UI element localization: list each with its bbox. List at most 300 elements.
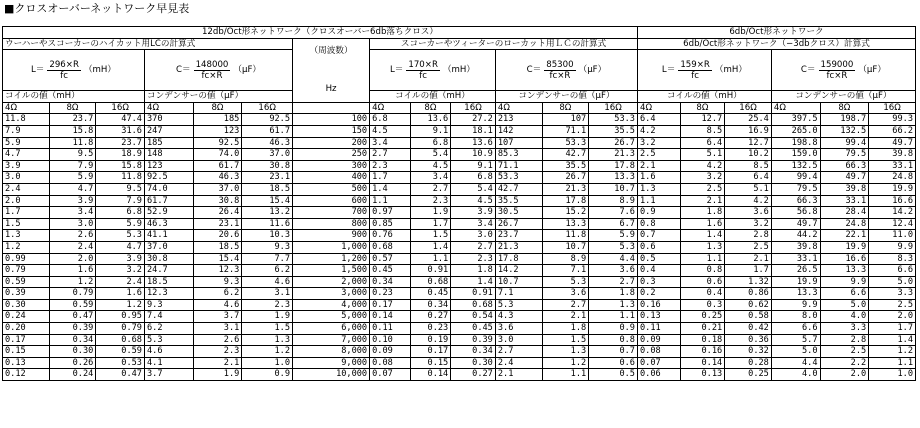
value-cell: 0.24 [49, 369, 96, 381]
value-cell: 6.2 [242, 265, 293, 277]
value-cell: 12.7 [725, 137, 772, 149]
value-cell: 159.0 [771, 149, 820, 161]
value-cell: 18.5 [144, 276, 193, 288]
value-cell: 0.3 [637, 276, 680, 288]
value-cell: 9.3 [242, 241, 293, 253]
value-cell: 0.9 [242, 369, 293, 381]
table-row [3, 311, 916, 323]
value-cell: 30.5 [495, 207, 542, 219]
value-cell: 0.36 [725, 334, 772, 346]
value-cell: 4.7 [49, 183, 96, 195]
value-cell: 19.9 [869, 183, 916, 195]
value-cell: 3.7 [144, 369, 193, 381]
value-cell: 9.9 [820, 276, 869, 288]
value-cell: 2.7 [495, 346, 542, 358]
value-cell: 1.32 [725, 276, 772, 288]
value-cell: 0.99 [3, 253, 50, 265]
value-cell: 2.7 [410, 183, 451, 195]
value-cell: 132.5 [771, 160, 820, 172]
value-cell: 2.1 [725, 253, 772, 265]
value-cell: 0.08 [637, 346, 680, 358]
value-cell: 53.3 [589, 114, 638, 126]
value-cell: 0.17 [410, 346, 451, 358]
value-cell: 2.7 [370, 149, 411, 161]
frequency-cell: 10,000 [293, 369, 370, 381]
value-cell: 0.7 [637, 230, 680, 242]
value-cell: 132.5 [820, 125, 869, 137]
value-cell: 2.1 [193, 357, 242, 369]
formula-lhs: C＝ [800, 64, 816, 75]
value-cell: 10.7 [495, 276, 542, 288]
table-row [3, 160, 916, 172]
value-cell: 0.17 [370, 299, 411, 311]
value-cell: 18.5 [242, 183, 293, 195]
header-coil-value: コイルの値（mH） [3, 91, 145, 103]
value-cell: 0.18 [680, 334, 725, 346]
value-cell: 1.9 [242, 311, 293, 323]
value-cell: 2.1 [495, 369, 542, 381]
value-cell: 0.68 [370, 241, 411, 253]
value-cell: 2.5 [820, 346, 869, 358]
value-cell: 0.34 [451, 346, 496, 358]
value-cell: 2.6 [49, 230, 96, 242]
value-cell: 0.58 [725, 311, 772, 323]
value-cell: 5.3 [542, 276, 589, 288]
value-cell: 0.08 [370, 357, 411, 369]
formula-coil-lowcut [370, 50, 496, 91]
frequency-cell: 300 [293, 160, 370, 172]
frequency-cell: 1,000 [293, 241, 370, 253]
value-cell: 4.3 [495, 311, 542, 323]
value-cell: 12.3 [144, 288, 193, 300]
value-cell: 0.5 [637, 253, 680, 265]
value-cell: 1.5 [242, 323, 293, 335]
value-cell: 4.1 [144, 357, 193, 369]
value-cell: 2.7 [451, 241, 496, 253]
value-cell: 61.7 [242, 125, 293, 137]
value-cell: 0.57 [370, 253, 411, 265]
value-cell: 1.5 [3, 218, 50, 230]
ohm-8: 8Ω [542, 102, 589, 114]
value-cell: 5.9 [3, 137, 50, 149]
formula-coil-6db [637, 50, 771, 91]
value-cell: 4.2 [637, 125, 680, 137]
value-cell: 1.4 [680, 230, 725, 242]
frequency-cell: 500 [293, 183, 370, 195]
header-coil-value: コイルの値（mH） [370, 91, 496, 103]
value-cell: 1.6 [96, 288, 145, 300]
value-cell: 0.39 [3, 288, 50, 300]
header-frequency [293, 38, 370, 102]
formula-unit: （mH） [442, 64, 475, 75]
value-cell: 7.4 [144, 311, 193, 323]
value-cell: 0.91 [451, 288, 496, 300]
value-cell: 1.2 [49, 276, 96, 288]
formula-unit: （μF） [858, 64, 886, 75]
value-cell: 49.7 [820, 172, 869, 184]
value-cell: 198.7 [820, 114, 869, 126]
value-cell: 0.20 [3, 323, 50, 335]
frequency-cell: 100 [293, 114, 370, 126]
value-cell: 0.9 [637, 207, 680, 219]
value-cell: 35.5 [589, 125, 638, 137]
ohm-16: 16Ω [589, 102, 638, 114]
value-cell: 2.7 [542, 299, 589, 311]
value-cell: 18.5 [193, 241, 242, 253]
value-cell: 2.2 [820, 357, 869, 369]
value-cell: 13.6 [410, 114, 451, 126]
ohm-4: 4Ω [3, 102, 50, 114]
formula-coil-hicut [3, 50, 145, 91]
value-cell: 4.5 [370, 125, 411, 137]
value-cell: 0.21 [680, 323, 725, 335]
value-cell: 13.2 [242, 207, 293, 219]
value-cell: 39.8 [820, 183, 869, 195]
value-cell: 0.59 [3, 276, 50, 288]
value-cell: 61.7 [144, 195, 193, 207]
value-cell: 71.1 [495, 160, 542, 172]
value-cell: 33.1 [820, 195, 869, 207]
value-cell: 53.3 [542, 137, 589, 149]
value-cell: 8.9 [542, 253, 589, 265]
value-cell: 0.25 [680, 311, 725, 323]
value-cell: 33.1 [771, 253, 820, 265]
value-cell: 1.3 [680, 241, 725, 253]
table-body [3, 114, 916, 381]
table-row [3, 265, 916, 277]
ohm-16: 16Ω [451, 102, 496, 114]
value-cell: 0.5 [589, 369, 638, 381]
value-cell: 1.3 [589, 299, 638, 311]
value-cell: 1.8 [451, 265, 496, 277]
value-cell: 15.4 [193, 253, 242, 265]
value-cell: 0.23 [410, 323, 451, 335]
value-cell: 11.8 [96, 172, 145, 184]
value-cell: 2.7 [589, 276, 638, 288]
value-cell: 79.5 [771, 183, 820, 195]
value-cell: 26.5 [771, 265, 820, 277]
value-cell: 99.4 [771, 172, 820, 184]
table-row [3, 218, 916, 230]
header-6db: 6db/Oct形ネットワーク [637, 27, 915, 39]
value-cell: 2.4 [495, 357, 542, 369]
value-cell: 3.7 [193, 311, 242, 323]
hz-label: Hz [325, 84, 337, 95]
value-cell: 6.7 [589, 218, 638, 230]
value-cell: 1.1 [869, 357, 916, 369]
value-cell: 0.79 [49, 288, 96, 300]
value-cell: 0.39 [49, 323, 96, 335]
formula-den: fc [691, 70, 699, 81]
formula-num: 159000 [820, 59, 854, 70]
value-cell: 12.4 [869, 218, 916, 230]
value-cell: 5.9 [589, 230, 638, 242]
value-cell: 39.8 [771, 241, 820, 253]
value-cell: 10.3 [242, 230, 293, 242]
value-cell: 13.3 [589, 172, 638, 184]
value-cell: 1.6 [637, 172, 680, 184]
value-cell: 247 [144, 125, 193, 137]
header-woofer-hicut: ウーハーやスコーカーのハイカット用LCの計算式 [3, 38, 293, 50]
value-cell: 0.27 [451, 369, 496, 381]
value-cell: 3.9 [96, 253, 145, 265]
value-cell: 1.3 [3, 230, 50, 242]
value-cell: 3.0 [49, 218, 96, 230]
value-cell: 17.8 [495, 253, 542, 265]
value-cell: 1.1 [680, 253, 725, 265]
table-row [3, 369, 916, 381]
ohm-8: 8Ω [410, 102, 451, 114]
value-cell: 9.1 [410, 125, 451, 137]
value-cell: 0.54 [451, 311, 496, 323]
value-cell: 3.1 [193, 323, 242, 335]
header-squawker-lowcut: スコーカーやツィーターのローカット用ＬＣの計算式 [370, 38, 638, 50]
value-cell: 71.1 [542, 125, 589, 137]
value-cell: 24.7 [144, 265, 193, 277]
value-cell: 14.2 [869, 207, 916, 219]
value-cell: 142 [495, 125, 542, 137]
table-row [3, 114, 916, 126]
ohm-16: 16Ω [869, 102, 916, 114]
value-cell: 6.6 [820, 288, 869, 300]
value-cell: 107 [495, 137, 542, 149]
value-cell: 3.4 [370, 137, 411, 149]
value-cell: 0.13 [680, 369, 725, 381]
frequency-cell: 5,000 [293, 311, 370, 323]
formula-lhs: L＝ [30, 64, 45, 75]
value-cell: 4.7 [96, 241, 145, 253]
value-cell: 16.6 [869, 195, 916, 207]
value-cell: 2.8 [820, 334, 869, 346]
value-cell: 26.7 [495, 218, 542, 230]
value-cell: 0.07 [637, 357, 680, 369]
ohm-4: 4Ω [495, 102, 542, 114]
value-cell: 49.7 [869, 137, 916, 149]
frequency-cell: 600 [293, 195, 370, 207]
value-cell: 1.4 [370, 183, 411, 195]
value-cell: 11.0 [869, 230, 916, 242]
value-cell: 35.5 [495, 195, 542, 207]
value-cell: 1.7 [3, 207, 50, 219]
frequency-cell: 7,000 [293, 334, 370, 346]
value-cell: 0.91 [410, 265, 451, 277]
value-cell: 3.6 [542, 288, 589, 300]
value-cell: 0.2 [637, 288, 680, 300]
value-cell: 8.0 [771, 311, 820, 323]
value-cell: 3.2 [96, 265, 145, 277]
value-cell: 13.3 [820, 265, 869, 277]
value-cell: 2.3 [370, 160, 411, 172]
value-cell: 1.6 [680, 218, 725, 230]
value-cell: 10.7 [589, 183, 638, 195]
value-cell: 2.1 [542, 311, 589, 323]
value-cell: 0.68 [410, 276, 451, 288]
value-cell: 42.7 [542, 149, 589, 161]
value-cell: 0.17 [3, 334, 50, 346]
value-cell: 3.6 [725, 207, 772, 219]
value-cell: 0.34 [370, 276, 411, 288]
value-cell: 2.4 [96, 276, 145, 288]
value-cell: 1.8 [589, 288, 638, 300]
value-cell: 30.8 [144, 253, 193, 265]
value-cell: 0.68 [96, 334, 145, 346]
table-row [3, 183, 916, 195]
value-cell: 11.8 [542, 230, 589, 242]
value-cell: 0.45 [370, 265, 411, 277]
value-cell: 19.9 [771, 276, 820, 288]
frequency-cell: 1,500 [293, 265, 370, 277]
value-cell: 85.3 [495, 149, 542, 161]
value-cell: 1.5 [542, 334, 589, 346]
value-cell: 107 [542, 114, 589, 126]
value-cell: 46.3 [242, 137, 293, 149]
value-cell: 0.6 [680, 276, 725, 288]
value-cell: 0.30 [451, 357, 496, 369]
value-cell: 19.9 [820, 241, 869, 253]
page-title: ■クロスオーバーネットワーク早見表 [4, 2, 190, 15]
value-cell: 3.6 [589, 265, 638, 277]
value-cell: 0.13 [3, 357, 50, 369]
value-cell: 99.4 [820, 137, 869, 149]
value-cell: 33.1 [869, 160, 916, 172]
value-cell: 99.3 [869, 114, 916, 126]
value-cell: 2.1 [680, 195, 725, 207]
value-cell: 24.8 [820, 218, 869, 230]
formula-num: 85300 [546, 59, 574, 70]
value-cell: 9.9 [771, 299, 820, 311]
value-cell: 2.5 [869, 299, 916, 311]
formula-den: fc×R [201, 70, 223, 81]
value-cell: 0.12 [3, 369, 50, 381]
ohm-16: 16Ω [242, 102, 293, 114]
value-cell: 10.7 [542, 241, 589, 253]
formula-lhs: C＝ [526, 64, 542, 75]
value-cell: 5.0 [869, 276, 916, 288]
value-cell: 4.7 [3, 149, 50, 161]
value-cell: 42.7 [495, 183, 542, 195]
value-cell: 0.16 [680, 346, 725, 358]
ohm-4: 4Ω [144, 102, 193, 114]
value-cell: 14.2 [495, 265, 542, 277]
value-cell: 7.7 [242, 253, 293, 265]
table-row [3, 149, 916, 161]
value-cell: 0.14 [680, 357, 725, 369]
value-cell: 26.4 [193, 207, 242, 219]
value-cell: 3.9 [451, 207, 496, 219]
value-cell: 0.15 [410, 357, 451, 369]
value-cell: 10.2 [725, 149, 772, 161]
value-cell: 3.2 [680, 172, 725, 184]
value-cell: 0.8 [637, 218, 680, 230]
value-cell: 11.8 [49, 137, 96, 149]
formula-lhs: C＝ [175, 64, 191, 75]
value-cell: 4.6 [193, 299, 242, 311]
frequency-cell: 8,000 [293, 346, 370, 358]
value-cell: 0.10 [370, 334, 411, 346]
value-cell: 0.79 [3, 265, 50, 277]
value-cell: 66.3 [771, 195, 820, 207]
value-cell: 0.6 [637, 241, 680, 253]
formula-lhs: L＝ [661, 64, 676, 75]
value-cell: 2.3 [451, 253, 496, 265]
value-cell: 7.6 [589, 207, 638, 219]
value-cell: 39.8 [869, 149, 916, 161]
value-cell: 2.0 [869, 311, 916, 323]
formula-unit: （mH） [83, 64, 116, 75]
value-cell: 3.3 [820, 323, 869, 335]
value-cell: 24.8 [869, 172, 916, 184]
frequency-cell: 400 [293, 172, 370, 184]
formula-unit: （μF） [578, 64, 607, 75]
value-cell: 27.2 [451, 114, 496, 126]
formula-num: 296×R [49, 59, 79, 70]
frequency-cell: 150 [293, 125, 370, 137]
value-cell: 23.7 [495, 230, 542, 242]
value-cell: 16.9 [725, 125, 772, 137]
value-cell: 2.4 [3, 183, 50, 195]
value-cell: 92.5 [242, 114, 293, 126]
value-cell: 2.3 [193, 346, 242, 358]
value-cell: 31.6 [96, 125, 145, 137]
value-cell: 1.4 [410, 241, 451, 253]
value-cell: 1.9 [410, 207, 451, 219]
value-cell: 9.3 [193, 276, 242, 288]
ohm-4: 4Ω [771, 102, 820, 114]
value-cell: 92.5 [144, 172, 193, 184]
value-cell: 46.3 [144, 218, 193, 230]
frequency-cell: 700 [293, 207, 370, 219]
value-cell: 5.7 [771, 334, 820, 346]
value-cell: 0.14 [410, 369, 451, 381]
value-cell: 265.0 [771, 125, 820, 137]
value-cell: 56.8 [771, 207, 820, 219]
value-cell: 0.07 [370, 369, 411, 381]
value-cell: 5.3 [96, 230, 145, 242]
value-cell: 0.4 [680, 288, 725, 300]
value-cell: 2.5 [725, 241, 772, 253]
value-cell: 0.6 [589, 357, 638, 369]
frequency-cell: 3,000 [293, 288, 370, 300]
value-cell: 30.8 [242, 160, 293, 172]
table-row [3, 207, 916, 219]
value-cell: 11.8 [3, 114, 50, 126]
value-cell: 3.6 [495, 323, 542, 335]
table-row [3, 172, 916, 184]
value-cell: 15.8 [96, 160, 145, 172]
value-cell: 5.9 [49, 172, 96, 184]
value-cell: 3.4 [451, 218, 496, 230]
formula-cap-lowcut [495, 50, 637, 91]
value-cell: 1.4 [869, 334, 916, 346]
frequency-cell: 1,200 [293, 253, 370, 265]
table-row [3, 357, 916, 369]
value-cell: 6.6 [771, 323, 820, 335]
hz-unit [293, 102, 370, 114]
formula-cap-hicut [144, 50, 292, 91]
value-cell: 3.4 [410, 172, 451, 184]
value-cell: 92.5 [193, 137, 242, 149]
value-cell: 9.3 [144, 299, 193, 311]
value-cell: 0.59 [96, 346, 145, 358]
value-cell: 2.0 [3, 195, 50, 207]
value-cell: 0.09 [637, 334, 680, 346]
formula-den: fc [60, 70, 69, 81]
formula-num: 148000 [195, 59, 229, 70]
value-cell: 4.6 [242, 276, 293, 288]
table-row [3, 230, 916, 242]
value-cell: 1.3 [242, 334, 293, 346]
value-cell: 0.76 [370, 230, 411, 242]
